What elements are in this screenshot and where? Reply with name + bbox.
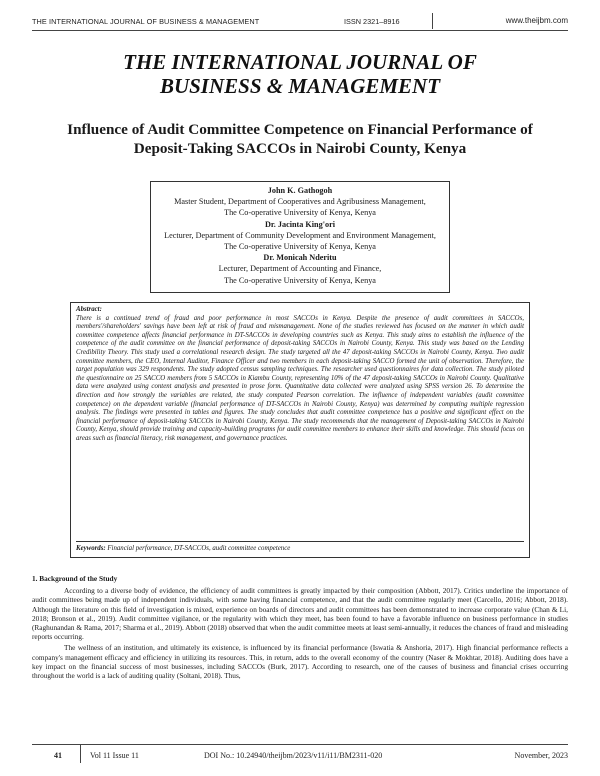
abstract-box [70, 302, 530, 558]
abstract-heading: Abstract: [76, 306, 102, 313]
author-affiliation: Lecturer, Department of Community Development and Environment Management, [164, 230, 436, 240]
author-name: Dr. Monicah Nderitu [263, 253, 337, 263]
abstract-text: There is a continued trend of fraud and poor performance in most SACCOs in Kenya. Despite the presence of audit committees in SACCOs, members'/shareholders' savings have been left at risk of fraud and mismanagement. None of the studies reviewed has focused on the manner in which audit committee competence affects financial performance in DT-SACCOs in developing countries such as Kenya. This study aims to establish the influence of the competence of the audit committee on the financial performance of deposit-taking SACCOs in Nairobi County, Kenya. This study was based on the Lending Credibility Theory. This study used a correlational research design. The study targeted all the 47 deposit-taking SACCOs in Nairobi County, Kenya. Two audit committee members, the CEO, Internal Auditor, Finance Officer and two members in each deposit-taking SACCO formed the unit of observation. Therefore, the target population was 329 respondents. The study adopted census sampling techniques. The researcher used questionnaires for data collection. The study piloted the questionnaire on 25 SACCO members from 5 SACCOs in Kiambu County, representing 10% of the 47 deposit-taking SACCOs in Nairobi County. Qualitative data were analyzed using content analysis and presented in prose form. Quantitative data collected were analyzed using SPSS version 26. To determine the direction and how strongly the variables are related, the study computed Pearson correlation. The influence of independent variables (audit committee competence) on the dependent variable (financial performance of DT-SACCOs in Nairobi County, Kenya) was determined by computing multiple regression analysis. The findings were presented in tables and figures. The study concludes that audit committee competence has a positive and significant effect on the financial performance of deposit-taking SACCOs in Nairobi County, Kenya. The study recommends that the management of Deposit-taking SACCOs in Nairobi County, Kenya, should provide training and capacity-building programs for audit committee members to enhance their skills and knowledge. This should focus on areas such as financial literacy, risk management, and governance practices. [76, 314, 524, 442]
author-affiliation: Master Student, Department of Cooperatives and Agribusiness Management, [174, 197, 426, 207]
volume-issue: Vol 11 Issue 11 [90, 751, 139, 760]
background-section [32, 574, 568, 682]
author-entry [151, 219, 449, 253]
header-issn: ISSN 2321–8916 [344, 17, 400, 26]
masthead-line-1: THE INTERNATIONAL JOURNAL OF [123, 50, 477, 74]
author-institution: The Co-operative University of Kenya, Kenya [224, 242, 376, 252]
keywords-text: Financial performance, DT-SACCOs, audit committee competence [107, 545, 291, 553]
header-divider [432, 13, 433, 29]
author-name: Dr. Jacinta King'ori [265, 219, 335, 229]
author-institution: The Co-operative University of Kenya, Kenya [224, 275, 376, 285]
running-footer [32, 744, 568, 763]
header-website-link[interactable]: www.theijbm.com [505, 16, 568, 25]
footer-divider [80, 745, 81, 763]
journal-masthead [32, 50, 568, 98]
masthead-line-2: BUSINESS & MANAGEMENT [159, 74, 441, 98]
header-journal-name: THE INTERNATIONAL JOURNAL OF BUSINESS & MANAGEMENT [32, 17, 260, 26]
section-heading: 1. Background of the Study [32, 574, 118, 583]
page-number: 41 [54, 751, 62, 760]
body-paragraph: The wellness of an institution, and ultimately its existence, is influenced by its financial performance (Iswatia & Anshoria, 2017). High financial performance reflects a company's management efficacy and efficiency in utilizing its resources. This, in return, adds to the overall economy of the country (Naser & Mokhtar, 2018). Auditing does have a key impact on the financial success of most businesses, including SACCOs (Burk, 2017). According to research, one of the causes of business and financial crises occurring throughout the world is a lack of auditing quality (Soltani, 2018). Thus, [32, 643, 568, 681]
author-institution: The Co-operative University of Kenya, Kenya [224, 208, 376, 218]
keywords-line [76, 541, 524, 554]
keywords-label: Keywords: [76, 545, 106, 553]
running-header [32, 14, 568, 31]
author-name: John K. Gathogoh [267, 186, 333, 195]
author-entry [151, 252, 449, 286]
publication-date: November, 2023 [514, 751, 568, 760]
doi-link[interactable]: DOI No.: 10.24940/theijbm/2023/v11/i11/BM2311-020 [204, 751, 383, 760]
author-box [150, 181, 450, 293]
author-entry [151, 185, 449, 219]
article-title: Influence of Audit Committee Competence on Financial Performance of Deposit-Taking SACCOs in Nairobi County, Kenya [67, 121, 533, 157]
author-affiliation: Lecturer, Department of Accounting and Finance, [218, 264, 382, 274]
body-paragraph: According to a diverse body of evidence, the efficiency of audit committees is greatly impacted by their composition (Abbott, 2017). Critics underline the importance of audit committees being made up of independent individuals, with some having financial competence, and that the audit committee regularly meet (Carcello, 2016; Abbott, 2018). Although the literature on this field of investigation is mixed, experience on boards of directors and audit committees has been demonstrated to increase corporate value (Chan & Li, 2018; Bronson et al., 2019). Audit committee vigilance, or the regularity with which they meet, has been found to have a favorable influence on business performance in studies (Raghunandan & Rama, 2017; Sharma et al., 2019). Abbott (2018) observed that when the audit committee meets at least semi-annually, it reduces the chances of fraud and misleading reports occurring. [32, 586, 568, 642]
